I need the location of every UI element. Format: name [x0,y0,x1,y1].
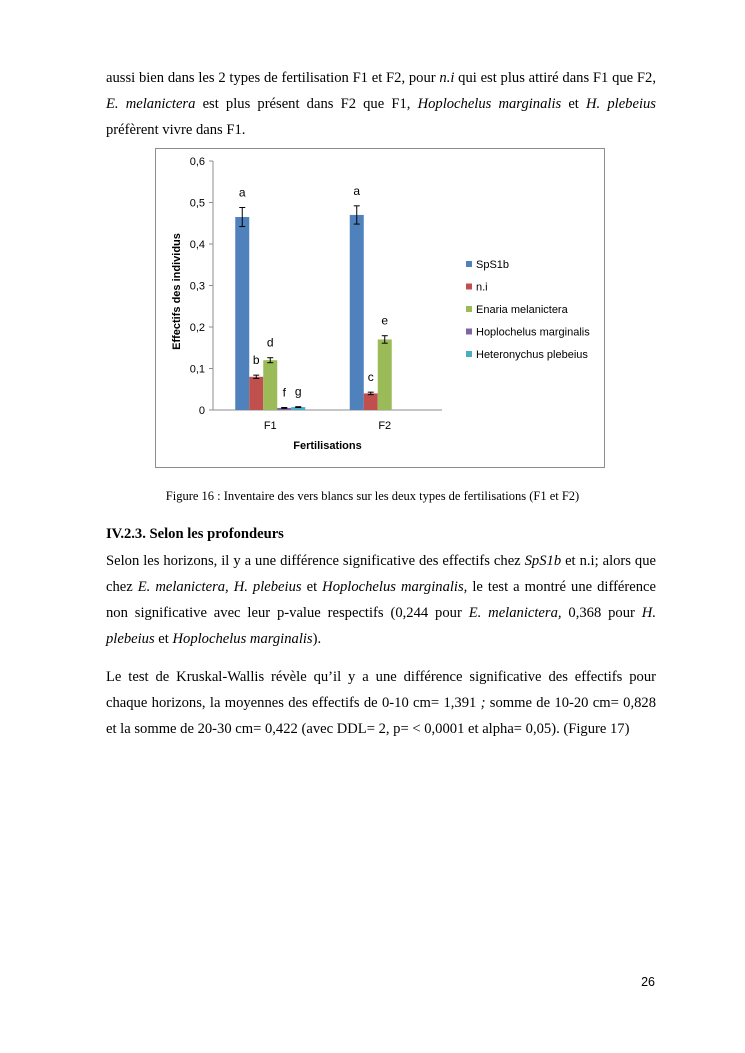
paragraph-intro [106,65,656,143]
y-tick-label: 0,2 [189,322,205,334]
italic-run: Hoplochelus marginalis [172,631,313,647]
paragraph-kruskal-wallis [106,664,656,742]
y-tick-label: 0 [198,405,205,417]
italic-run: SpS1b [524,553,562,569]
significance-letter: f [282,385,286,400]
bar-enaria-melanictera-f2 [378,339,392,410]
italic-run: Hoplochelus marginalis [417,96,562,112]
text-run: et [154,631,173,647]
significance-letter: a [353,183,361,198]
legend-swatch [466,351,472,357]
chart-frame [155,148,605,468]
bar-n-i-f1 [249,377,263,410]
text-run: Selon les horizons, il y a une différence significative des effectifs chez [106,553,525,569]
legend-swatch [466,284,472,290]
bar-sps1b-f2 [350,215,364,410]
paragraph-horizons [106,548,656,652]
x-tick-label: F2 [378,420,392,432]
italic-run: H. plebeius [106,605,656,647]
text-run: et [561,96,587,112]
legend-label: Hoplochelus marginalis [476,326,590,339]
text-run: ). [312,631,322,647]
italic-run: E. melanictera [106,96,196,112]
significance-letter: e [381,313,389,328]
significance-letter: b [252,353,260,368]
page-number: 26 [641,975,655,989]
italic-run: E. melanictera, [468,605,562,621]
legend-swatch [466,306,472,312]
y-axis-title: Effectifs des individus [171,233,183,350]
bar-n-i-f2 [364,393,378,410]
text-run: et n.i; alors que chez [106,553,656,595]
legend-label: n.i [476,281,488,294]
y-tick-label: 0,3 [189,280,205,293]
bar-sps1b-f1 [235,217,249,410]
section-heading: IV.2.3. Selon les profondeurs [106,526,284,542]
figure-caption: Figure 16 : Inventaire des vers blancs sur les deux types de fertilisations (F1 et F2) [165,489,580,503]
italic-run: n.i [439,70,455,86]
italic-run: ; [476,695,486,711]
italic-run: E. melanictera, H. plebeius [137,579,302,595]
y-tick-label: 0,4 [189,239,205,251]
legend-label: Enaria melanictera [476,304,568,316]
text-run: somme de 10-20 cm= 0,828 et la somme de 20-30 cm= 0,422 (avec DDL= 2, p= < 0,0001 et alpha= 0,05). (Figure 17) [106,695,656,737]
significance-letter: g [294,384,302,399]
italic-run: H. plebeius [586,96,656,112]
y-tick-label: 0,1 [189,363,205,376]
text-run: 0,368 pour [561,605,642,621]
text-run: qui est plus attiré dans F1 que F2, [454,70,656,86]
text-run: aussi bien dans les 2 types de fertilisation F1 et F2, pour [106,70,440,86]
legend-swatch [466,261,472,267]
text-run: le test a montré une différence non significative avec leur p-value respectifs (0,244 pour [106,579,656,621]
significance-letter: c [367,370,374,385]
x-tick-label: F1 [263,420,277,432]
text-run: préfèrent vivre dans F1. [106,122,246,138]
text-run: est plus présent dans F2 que F1, [195,96,418,112]
y-tick-label: 0,5 [189,197,205,210]
legend-label: SpS1b [476,259,510,271]
legend-label: Heteronychus plebeius [476,349,588,361]
text-run: Le test de Kruskal-Wallis révèle qu’il y a une différence significative des effectifs pour chaque horizons, la moyennes des effectifs de 0-10 cm= 1,391 [106,669,656,711]
x-axis-title: Fertilisations [293,440,362,452]
significance-letter: d [266,335,274,350]
legend-swatch [466,329,472,335]
text-run: et [301,579,323,595]
y-tick-label: 0,6 [189,156,205,168]
italic-run: Hoplochelus marginalis, [322,579,468,595]
significance-letter: a [238,185,246,200]
bar-enaria-melanictera-f1 [263,360,277,410]
bar-chart [156,149,604,467]
